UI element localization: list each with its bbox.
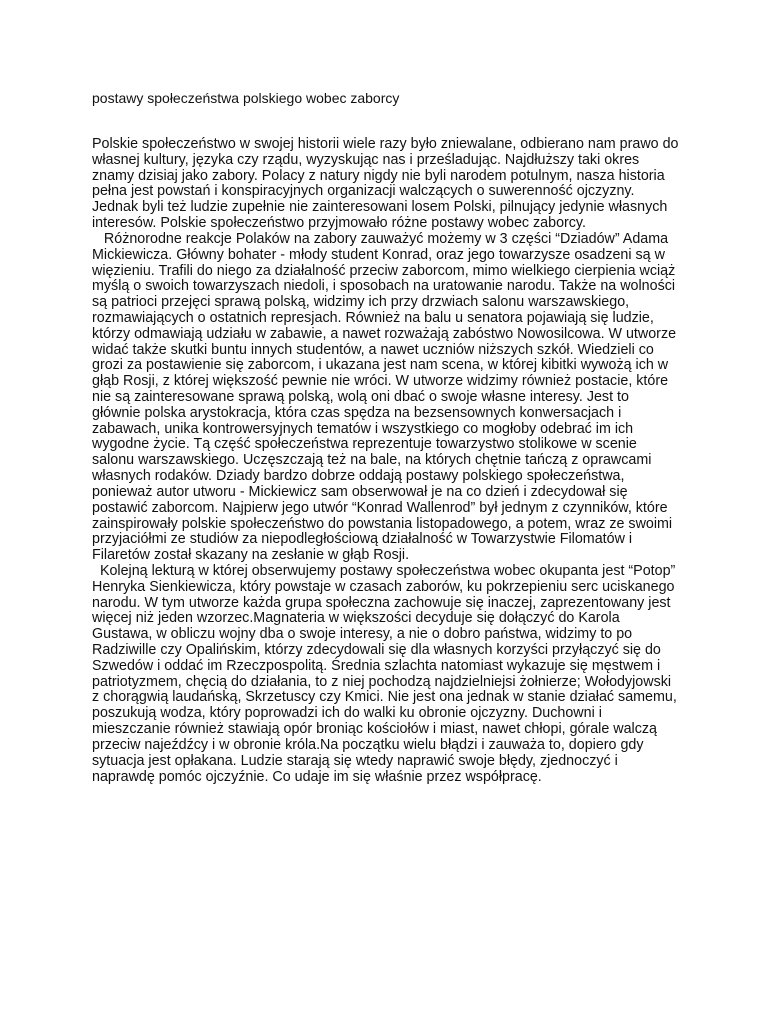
document-body: Polskie społeczeństwo w swojej historii wiele razy było zniewalane, odbierano nam prawo do własnej kultury, języka czy rządu, wyzyskując nas i prześladując. Najdłuższy taki okres znamy dzisiaj jako zabory. Polacy z natury nigdy nie byli narodem potulnym, nasza historia pełna jest powstań i konspiracyjnych organizacji walczących o suwerenność ojczyzny. Jednak byli też ludzie zupełnie nie zainteresowani losem Polski, pilnujący jedynie własnych interesów. Polskie społeczeństwo przyjmowało różne postawy wobec zaborcy. Różnorodne reakcje Polaków na zabory zauważyć możemy w 3 części “Dziadów” Adama Mickiewicza. Główny bohater - młody student Konrad, oraz jego towarzysze osadzeni są w więzieniu. Trafili do niego za działalność przeciw zaborcom, mimo wielkiego cierpienia wciąż myślą o swoich towarzyszach niedoli, i sposobach na uratowanie narodu. Także na wolności są patrioci przejęci sprawą polską, widzimy ich przy drzwiach salonu warszawskiego, rozmawiających o ostatnich represjach. Również na balu u senatora pojawiają się ludzie, którzy odmawiają udziału w zabawie, a nawet rozważają zabóstwo Nowosilcowa. W utworze widać także skutki buntu innych studentów, a nawet uczniów niższych szkół. Wiedzieli co grozi za postawienie się zaborcom, i ukazana jest nam scena, w której kibitki wywożą ich w głąb Rosji, z której większość pewnie nie wróci. W utworze widzimy również postacie, które nie są zainteresowane sprawą polską, wolą oni dbać o swoje własne interesy. Jest to głównie polska arystokracja, która czas spędza na bezsensownych konwersacjach i zabawach, unika kontrowersyjnych tematów i wszystkiego co mogłoby odebrać im ich wygodne życie. Tą część społeczeństwa reprezentuje towarzystwo stolikowe w scenie salonu warszawskiego. Uczęszczają też na bale, na których chętnie tańczą z oprawcami własnych rodaków. Dziady bardzo dobrze oddają postawy polskiego społeczeństwa, ponieważ autor utworu - Mickiewicz sam obserwował je na co dzień i zdecydował się postawić zaborcom. Najpierw jego utwór “Konrad Wallenrod” był jednym z czynników, które zainspirowały polskie społeczeństwo do powstania listopadowego, a potem, wraz ze swoimi przyjaciółmi ze studiów za niepodległościową działalność w Towarzystwie Filomatów i Filaretów został skazany na zesłanie w głąb Rosji. Kolejną lekturą w której obserwujemy postawy społeczeństwa wobec okupanta jest “Potop” Henryka Sienkiewicza, który powstaje w czasach zaborów, ku pokrzepieniu serc uciskanego narodu. W tym utworze każda grupa społeczna zachowuje się inaczej, zaprezentowany jest więcej niż jeden wzorzec.Magnateria w większości decyduje się dołączyć do Karola Gustawa, w obliczu wojny dba o swoje interesy, a nie o dobro państwa, widzimy to po Radziwille czy Opalińskim, którzy zdecydowali się dla własnych korzyści przyłączyć się do Szwedów i oddać im Rzeczpospolitą. Średnia szlachta natomiast wykazuje się męstwem i patriotyzmem, chęcią do działania, to z niej pochodzą najdzielniejsi żołnierze; Wołodyjowski z chorągwią laudańską, Skrzetuscy czy Kmici. Nie jest ona jednak w stanie działać samemu, poszukują wodza, który poprowadzi ich do walki ku obronie ojczyzny. Duchowni i mieszczanie również stawiają opór broniąc kościołów i miast, nawet chłopi, górale walczą przeciw najeźdźcy i w obronie króla.Na początku wielu błądzi i zauważa to, dopiero gdy sytuacja jest opłakana. Ludzie starają się wtedy naprawić swoje błędy, zjednoczyć i naprawdę pomóc ojczyźnie. Co udaje im się właśnie przez współpracę.: [92, 136, 679, 785]
document-title: postawy społeczeństwa polskiego wobec zaborcy: [92, 90, 400, 106]
